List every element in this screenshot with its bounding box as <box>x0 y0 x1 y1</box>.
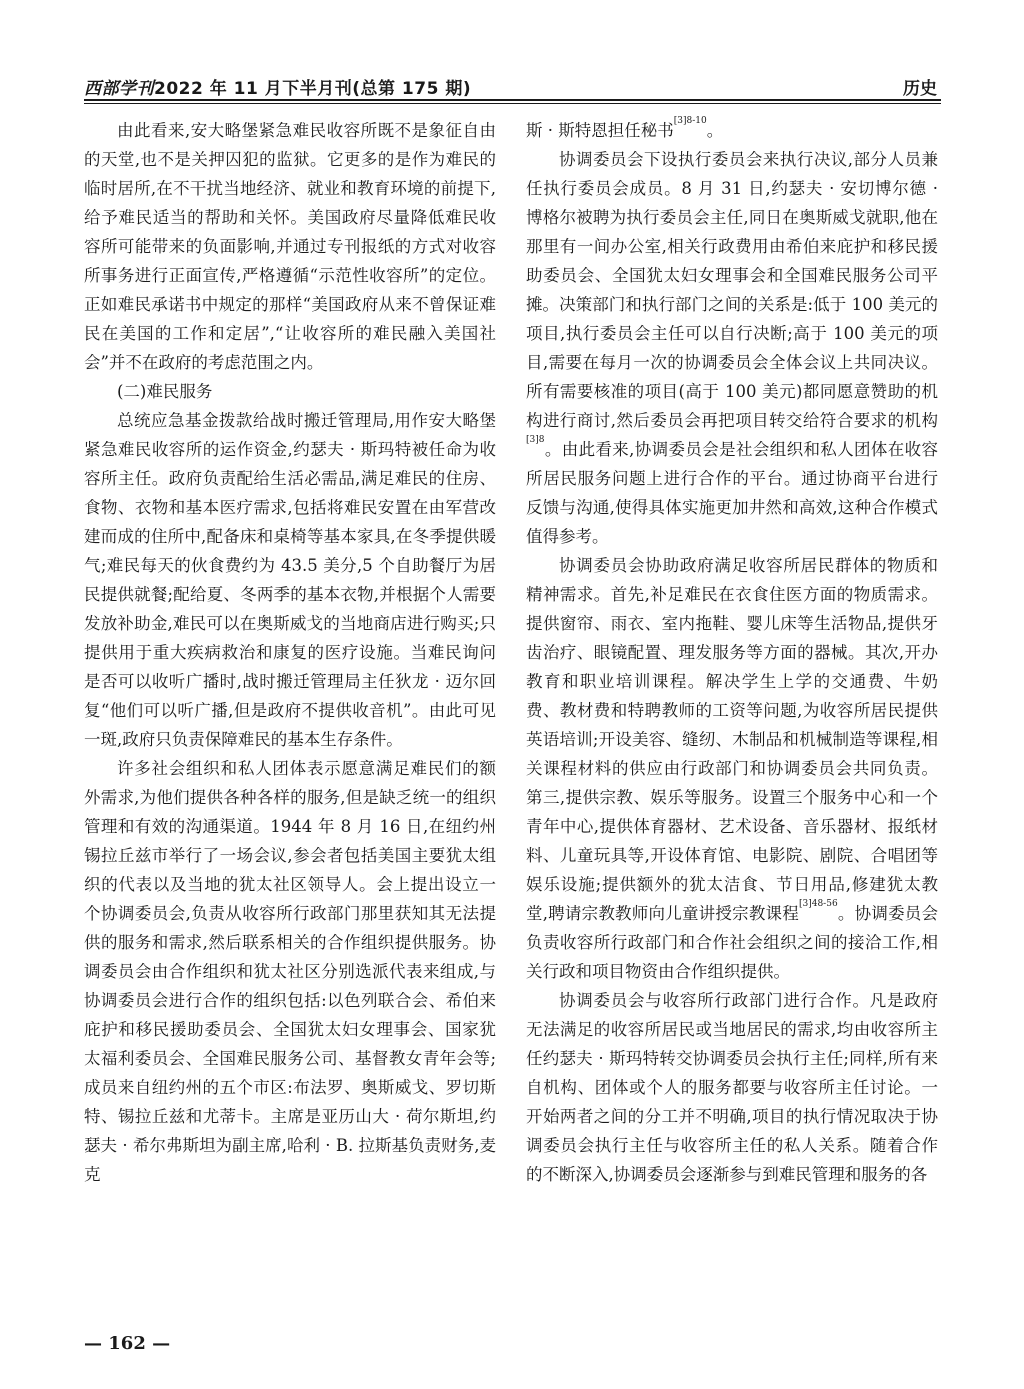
paragraph: 总统应急基金拨款给战时搬迁管理局,用作安大略堡紧急难民收容所的运作资金,约瑟夫 · 斯玛特被任命为收容所主任。政府负责配给生活必需品,满足难民的住房、食物、衣物和基本医疗需求,包括将难民安置在由军营改建而成的住所中,配备床和桌椅等基本家具,在冬季提供暖气;难民每天的伙食费约为 43.5 美分,5 个自助餐厅为居民提供就餐;配给夏、冬两季的基本衣物,并根据个人需要发放补助金,难民可以在奥斯威戈的当地商店进行购买;只提供用于重大疾病救治和康复的医疗设施。当难民询问是否可以收听广播时,战时搬迁管理局主任狄龙 · 迈尔回复“他们可以听广播,但是政府不提供收音机”。由此可见一斑,政府只负责保障难民的基本生存条件。 <box>84 411 496 749</box>
paragraph-text: 协调委员会下设执行委员会来执行决议,部分人员兼任执行委员会成员。8 月 31 日,约瑟夫 · 安切博尔德 · 博格尔被聘为执行委员会主任,同日在奥斯威戈就职,他在那里有一间办公室,相关行政费用由希伯来庇护和移民援助委员会、全国犹太妇女理事会和全国难民服务公司平摊。决策部门和执行部门之间的关系是:低于 100 美元的项目,执行委员会主任可以自行决断;高于 100 美元的项目,需要在每月一次的协调委员会全体会议上共同决议。所有需要核准的项目(高于 100 美元)都同愿意赞助的机构进行商讨,然后委员会再把项目转交给符合要求的机构 <box>526 150 938 430</box>
header-rule-thin <box>84 103 941 104</box>
section-label: 历史 <box>903 79 937 99</box>
journal-issue <box>84 74 471 99</box>
header-rule-thick <box>84 99 941 101</box>
paragraph-tail: 。由此看来,协调委员会是社会组织和私人团体在收容所居民服务问题上进行合作的平台。通过协商平台进行反馈与沟通,使得具体实施更加井然和高效,这种合作模式值得参考。 <box>526 440 938 546</box>
paragraph-text: 协调委员会与收容所行政部门进行合作。凡是政府无法满足的收容所居民或当地居民的需求,均由收容所主任约瑟夫 · 斯玛特转交协调委员会执行主任;同样,所有来自机构、团体或个人的服务都要与收容所主任讨论。一开始两者之间的分工并不明确,项目的执行情况取决于协调委员会执行主任与收容所主任的私人关系。随着合作的不断深入,协调委员会逐渐参与到难民管理和服务的各 <box>526 991 938 1184</box>
journal-logo: 西部学刊 <box>84 79 154 99</box>
paragraph-text: 协调委员会协助政府满足收容所居民群体的物质和精神需求。首先,补足难民在衣食住医方面的物质需求。提供窗帘、雨衣、室内拖鞋、婴儿床等生活物品,提供牙齿治疗、眼镜配置、理发服务等方面的器械。其次,开办教育和职业培训课程。解决学生上学的交通费、牛奶费、教材费和特聘教师的工资等问题,为收容所居民提供英语培训;开设美容、缝纫、木制品和机械制造等课程,相关课程材料的供应由行政部门和协调委员会共同负责。第三,提供宗教、娱乐等服务。设置三个服务中心和一个青年中心,提供体育器材、艺术设备、音乐器材、报纸材料、儿童玩具等,开设体育馆、电影院、剧院、合唱团等娱乐设施;提供额外的犹太洁食、节日用品,修建犹太教堂,聘请宗教教师向儿童讲授宗教课程 <box>526 556 938 923</box>
paragraph-tail: 。协调委员会负责收容所行政部门和合作社会组织之间的接洽工作,相关行政和项目物资由合作组织提供。 <box>526 904 939 981</box>
paragraph <box>526 551 938 986</box>
left-column <box>84 116 496 1189</box>
paragraph <box>526 145 938 551</box>
page-number: — 162 — <box>84 1333 171 1354</box>
running-header <box>84 70 941 100</box>
paragraph <box>526 116 938 145</box>
paragraph: 由此看来,安大略堡紧急难民收容所既不是象征自由的天堂,也不是关押囚犯的监狱。它更多的是作为难民的临时居所,在不干扰当地经济、就业和教育环境的前提下,给予难民适当的帮助和关怀。美国政府尽量降低难民收容所可能带来的负面影响,并通过专刊报纸的方式对收容所事务进行正面宣传,严格遵循“示范性收容所”的定位。正如难民承诺书中规定的那样“美国政府从来不曾保证难民在美国的工作和定居”,“让收容所的难民融入美国社会”并不在政府的考虑范围之内。 <box>84 121 496 372</box>
issue-text: 2022 年 11 月下半月刊(总第 175 期) <box>154 79 472 99</box>
citation-ref: [3]48-56 <box>798 899 838 909</box>
subsection-heading: (二)难民服务 <box>117 382 213 401</box>
paragraph: 许多社会组织和私人团体表示愿意满足难民们的额外需求,为他们提供各种各样的服务,但是缺乏统一的组织管理和有效的沟通渠道。1944 年 8 月 16 日,在纽约州锡拉丘兹市举行了一场会议,参会者包括美国主要犹太组织的代表以及当地的犹太社区领导人。会上提出设立一个协调委员会,负责从收容所行政部门那里获知其无法提供的服务和需求,然后联系相关的合作组织提供服务。协调委员会由合作组织和犹太社区分别选派代表来组成,与协调委员会进行合作的组织包括:以色列联合会、希伯来庇护和移民援助委员会、全国犹太妇女理事会、国家犹太福利委员会、全国难民服务公司、基督教女青年会等;成员来自纽约州的五个市区:布法罗、奥斯威戈、罗切斯特、锡拉丘兹和尤蒂卡。主席是亚历山大 · 荷尔斯坦,约瑟夫 · 希尔弗斯坦为副主席,哈利 · B. 拉斯基负责财务,麦克 <box>84 759 496 1184</box>
citation-ref: [3]8-10 <box>673 116 707 126</box>
paragraph-tail: 。 <box>706 121 724 140</box>
citation-ref: [3]8 <box>526 435 545 445</box>
paragraph <box>526 986 938 1189</box>
right-column <box>526 116 938 1189</box>
paragraph-text: 斯 · 斯特恩担任秘书 <box>526 121 674 140</box>
